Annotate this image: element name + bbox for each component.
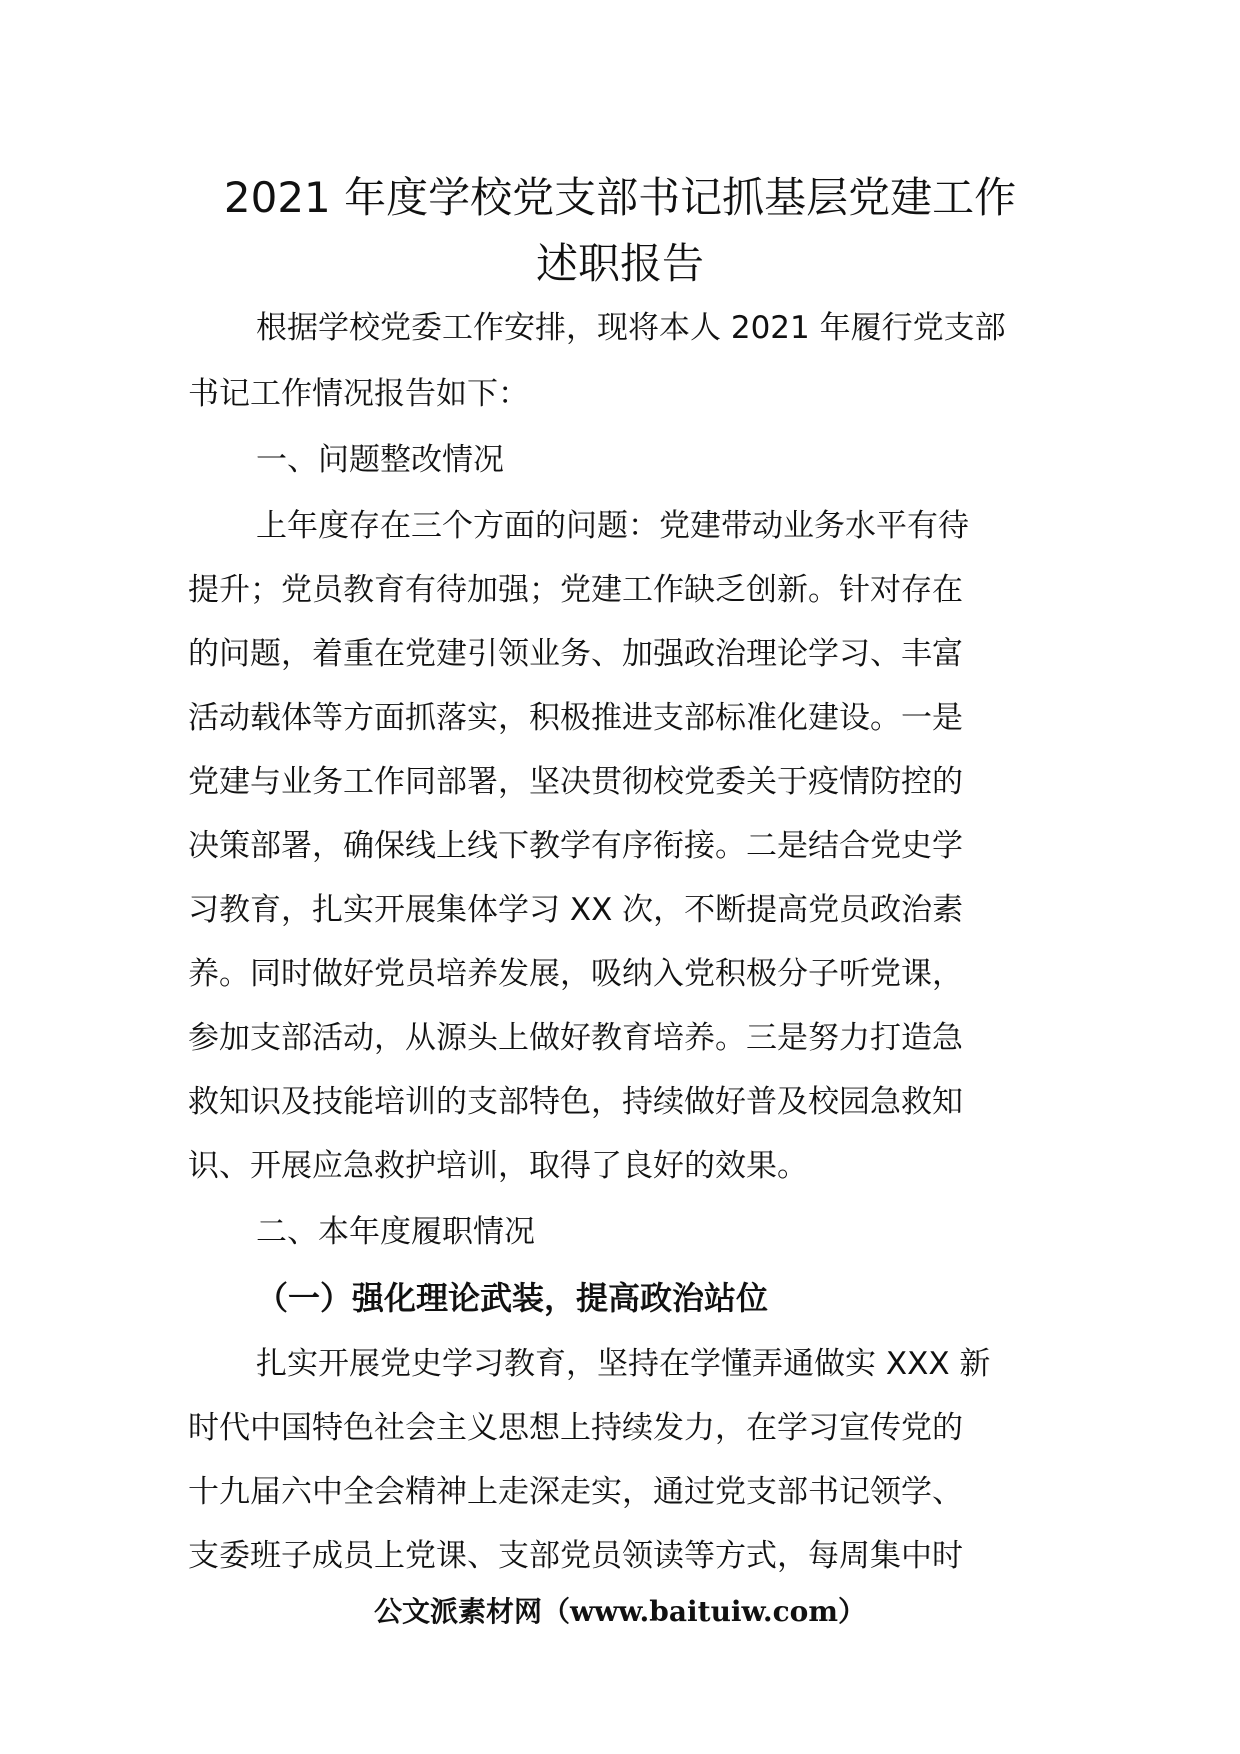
subsection-1-line-3: 十九届六中全会精神上走深走实，通过党支部书记领学、 bbox=[188, 1474, 963, 1510]
section-1-line-3: 的问题，着重在党建引领业务、加强政治理论学习、丰富 bbox=[188, 636, 963, 672]
section-1-line-11: 识、开展应急救护培训，取得了良好的效果。 bbox=[188, 1148, 808, 1184]
section-1-line-6: 决策部署，确保线上线下教学有序衔接。二是结合党史学 bbox=[188, 828, 963, 864]
section-1-line-8: 养。同时做好党员培养发展，吸纳入党积极分子听党课， bbox=[188, 956, 963, 992]
section-1-line-7: 习教育，扎实开展集体学习 XX 次，不断提高党员政治素 bbox=[188, 892, 964, 928]
subsection-1-line-2: 时代中国特色社会主义思想上持续发力，在学习宣传党的 bbox=[188, 1410, 963, 1446]
section-1-line-2: 提升；党员教育有待加强；党建工作缺乏创新。针对存在 bbox=[188, 572, 963, 608]
section-1-line-9: 参加支部活动，从源头上做好教育培养。三是努力打造急 bbox=[188, 1020, 963, 1056]
subsection-1-line-1: 扎实开展党史学习教育，坚持在学懂弄通做实 XXX 新 bbox=[256, 1346, 991, 1382]
section-1-heading: 一、问题整改情况 bbox=[256, 442, 504, 478]
section-1-line-10: 救知识及技能培训的支部特色，持续做好普及校园急救知 bbox=[188, 1084, 963, 1120]
section-1-line-1: 上年度存在三个方面的问题：党建带动业务水平有待 bbox=[256, 508, 969, 544]
document-title-line-2: 述职报告 bbox=[535, 239, 704, 288]
section-1-line-4: 活动载体等方面抓落实，积极推进支部标准化建设。一是 bbox=[188, 700, 963, 736]
intro-line-1: 根据学校党委工作安排，现将本人 2021 年履行党支部 bbox=[256, 310, 1006, 346]
section-2-heading: 二、本年度履职情况 bbox=[256, 1214, 535, 1250]
subsection-1-line-4: 支委班子成员上党课、支部党员领读等方式，每周集中时 bbox=[188, 1538, 963, 1574]
section-1-line-5: 党建与业务工作同部署，坚决贯彻校党委关于疫情防控的 bbox=[188, 764, 963, 800]
document-title-line-1: 2021 年度学校党支部书记抓基层党建工作 bbox=[223, 173, 1017, 222]
subsection-1-heading: （一）强化理论武装，提高政治站位 bbox=[256, 1279, 769, 1317]
intro-line-2: 书记工作情况报告如下： bbox=[188, 376, 529, 412]
footer-watermark: 公文派素材网（www.baituiw.com） bbox=[374, 1595, 866, 1628]
